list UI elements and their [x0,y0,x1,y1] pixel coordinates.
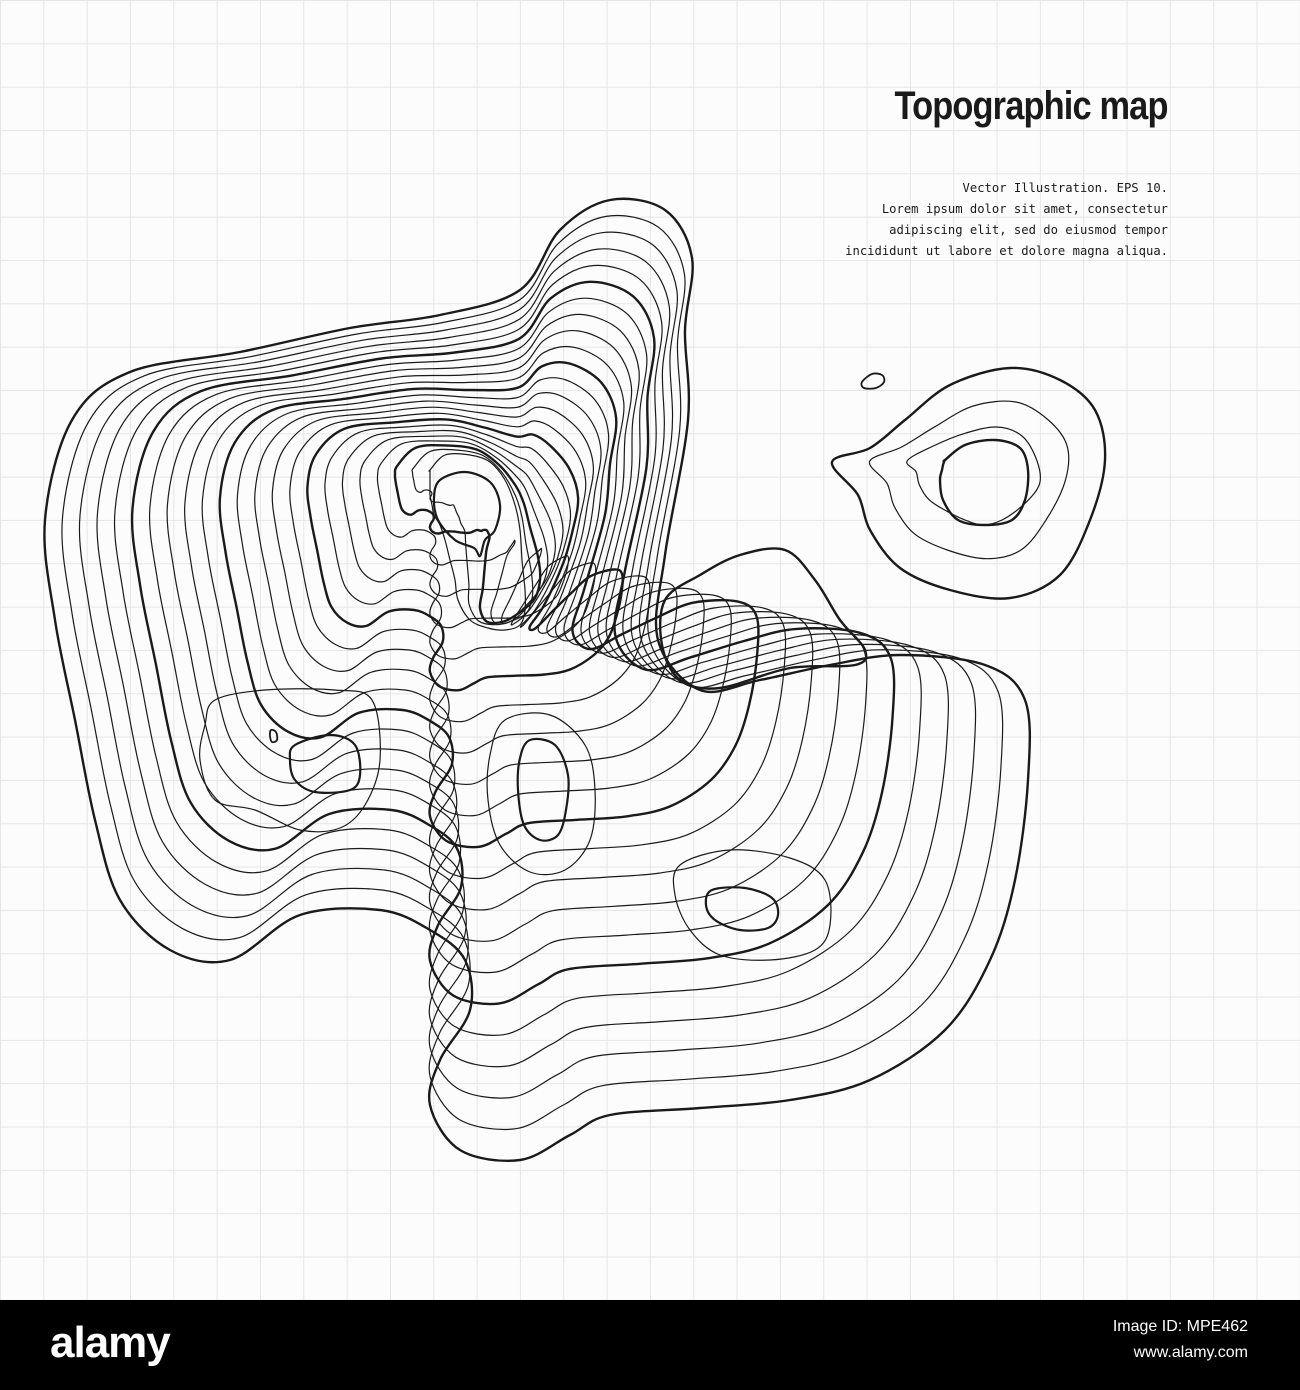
source-url: www.alamy.com [1133,1344,1248,1361]
description-line: Vector Illustration. EPS 10. [962,181,1168,195]
brand-logo: alamy [50,1318,170,1367]
contour-line [115,265,922,1035]
contour-line [167,314,840,941]
footer-bar [0,1300,1300,1390]
basin-contour [290,735,360,793]
contour-line [360,436,556,624]
image-id-label: Image ID: MPE462 [1112,1318,1248,1335]
contour-line [220,362,759,847]
contour-line [97,249,948,1067]
map-description [808,178,1168,262]
basin-contour [270,730,277,742]
contour-line [62,216,1003,1130]
peak-contour [434,472,500,556]
peak-contour [487,713,595,875]
contour-line [202,347,785,879]
islet-contour [861,373,884,388]
peak-contour [518,739,569,841]
map-title: Topographic map [894,84,1168,128]
description-line: incididunt ut labore et dolore magna aliqua. [845,244,1168,258]
description-line: Lorem ipsum dolor sit amet, consectetur [881,202,1168,216]
contour-line [44,199,1029,1161]
contour-line [132,282,894,1004]
lake-outline [660,548,866,688]
description-line: adipiscing elit, sed do eiusmod tempor [889,223,1168,237]
